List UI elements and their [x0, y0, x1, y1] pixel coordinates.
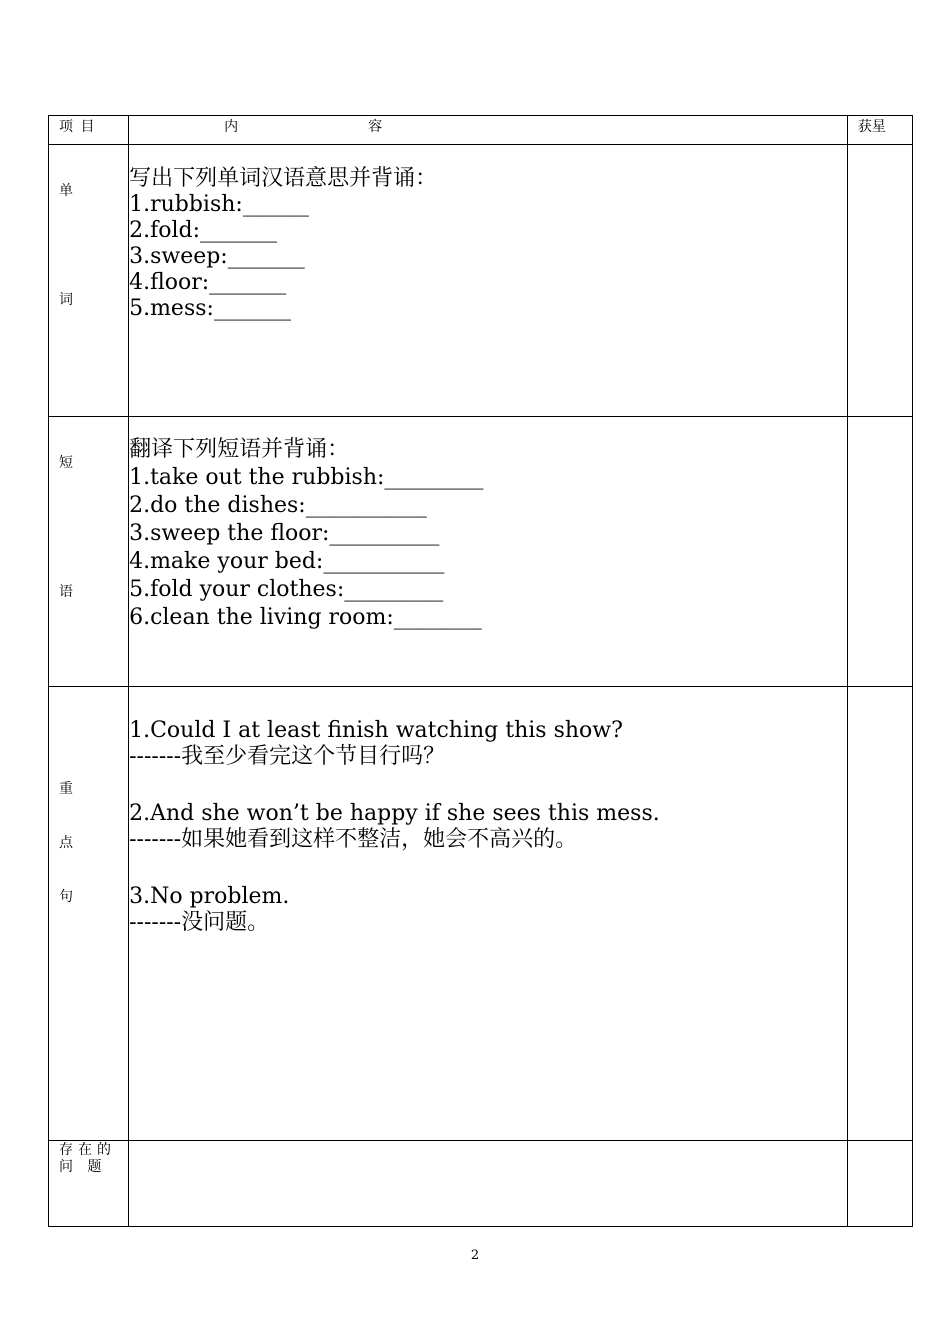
- sentence-english: 3.No problem.: [129, 884, 290, 909]
- sentence-english: 1.Could I at least finish watching this show?: [129, 718, 623, 743]
- problems-label-cell: [49, 1141, 129, 1227]
- word-item: 1.rubbish:______: [129, 192, 309, 217]
- word-item: 3.sweep:_______: [129, 244, 305, 269]
- sentences-row: [49, 687, 913, 1141]
- phrases-label-cell: [49, 417, 129, 687]
- sentences-label-char: 重: [59, 781, 73, 797]
- sentence-chinese: -------我至少看完这个节目行吗？: [129, 744, 446, 769]
- phrases-label-char: 短: [59, 455, 73, 471]
- word-item: 2.fold:_______: [129, 218, 277, 243]
- header-item-label: 项 目: [49, 116, 129, 145]
- sentence-english: 2.And she won’t be happy if she sees this mess.: [129, 801, 660, 826]
- header-content-left: 内: [224, 119, 239, 135]
- phrase-item: 1.take out the rubbish:_________: [129, 465, 484, 490]
- problems-content-cell[interactable]: [129, 1141, 848, 1227]
- sentences-label-cell: [49, 687, 129, 1141]
- words-label-cell: [49, 145, 129, 417]
- word-item: 5.mess:_______: [129, 296, 291, 321]
- words-label-char: 单: [59, 183, 73, 199]
- sentence-chinese: -------如果她看到这样不整洁，她会不高兴的。: [129, 827, 578, 852]
- words-title: 写出下列单词汉语意思并背诵：: [129, 166, 438, 191]
- header-stars-label: 获星: [847, 116, 912, 145]
- words-content-cell: [129, 145, 848, 417]
- study-table: [48, 115, 913, 1227]
- sentences-stars-cell[interactable]: [847, 687, 912, 1141]
- phrase-item: 5.fold your clothes:_________: [129, 577, 444, 602]
- phrases-content-cell: [129, 417, 848, 687]
- header-row: [49, 116, 913, 145]
- problems-label-line2: 问 题: [59, 1159, 107, 1175]
- phrases-stars-cell[interactable]: [847, 417, 912, 687]
- word-item: 4.floor:_______: [129, 270, 287, 295]
- problems-row: [49, 1141, 913, 1227]
- phrases-label-char: 语: [59, 584, 73, 600]
- page-number: 2: [470, 1248, 480, 1263]
- words-stars-cell[interactable]: [847, 145, 912, 417]
- problems-label-line1: 存在的: [59, 1142, 116, 1158]
- header-content-label: [129, 116, 848, 145]
- sentences-label-char: 句: [59, 889, 73, 905]
- phrase-item: 3.sweep the floor:__________: [129, 521, 440, 546]
- sentence-chinese: -------没问题。: [129, 910, 270, 935]
- header-content-right: 容: [368, 119, 383, 135]
- sentences-content-cell: [129, 687, 848, 1141]
- phrases-title: 翻译下列短语并背诵：: [129, 437, 350, 462]
- phrase-item: 4.make your bed:___________: [129, 549, 445, 574]
- problems-stars-cell[interactable]: [847, 1141, 912, 1227]
- words-row: [49, 145, 913, 417]
- phrase-item: 2.do the dishes:___________: [129, 493, 427, 518]
- phrase-item: 6.clean the living room:________: [129, 605, 482, 630]
- phrases-row: [49, 417, 913, 687]
- sentences-label-char: 点: [59, 835, 73, 851]
- words-label-char: 词: [59, 292, 73, 308]
